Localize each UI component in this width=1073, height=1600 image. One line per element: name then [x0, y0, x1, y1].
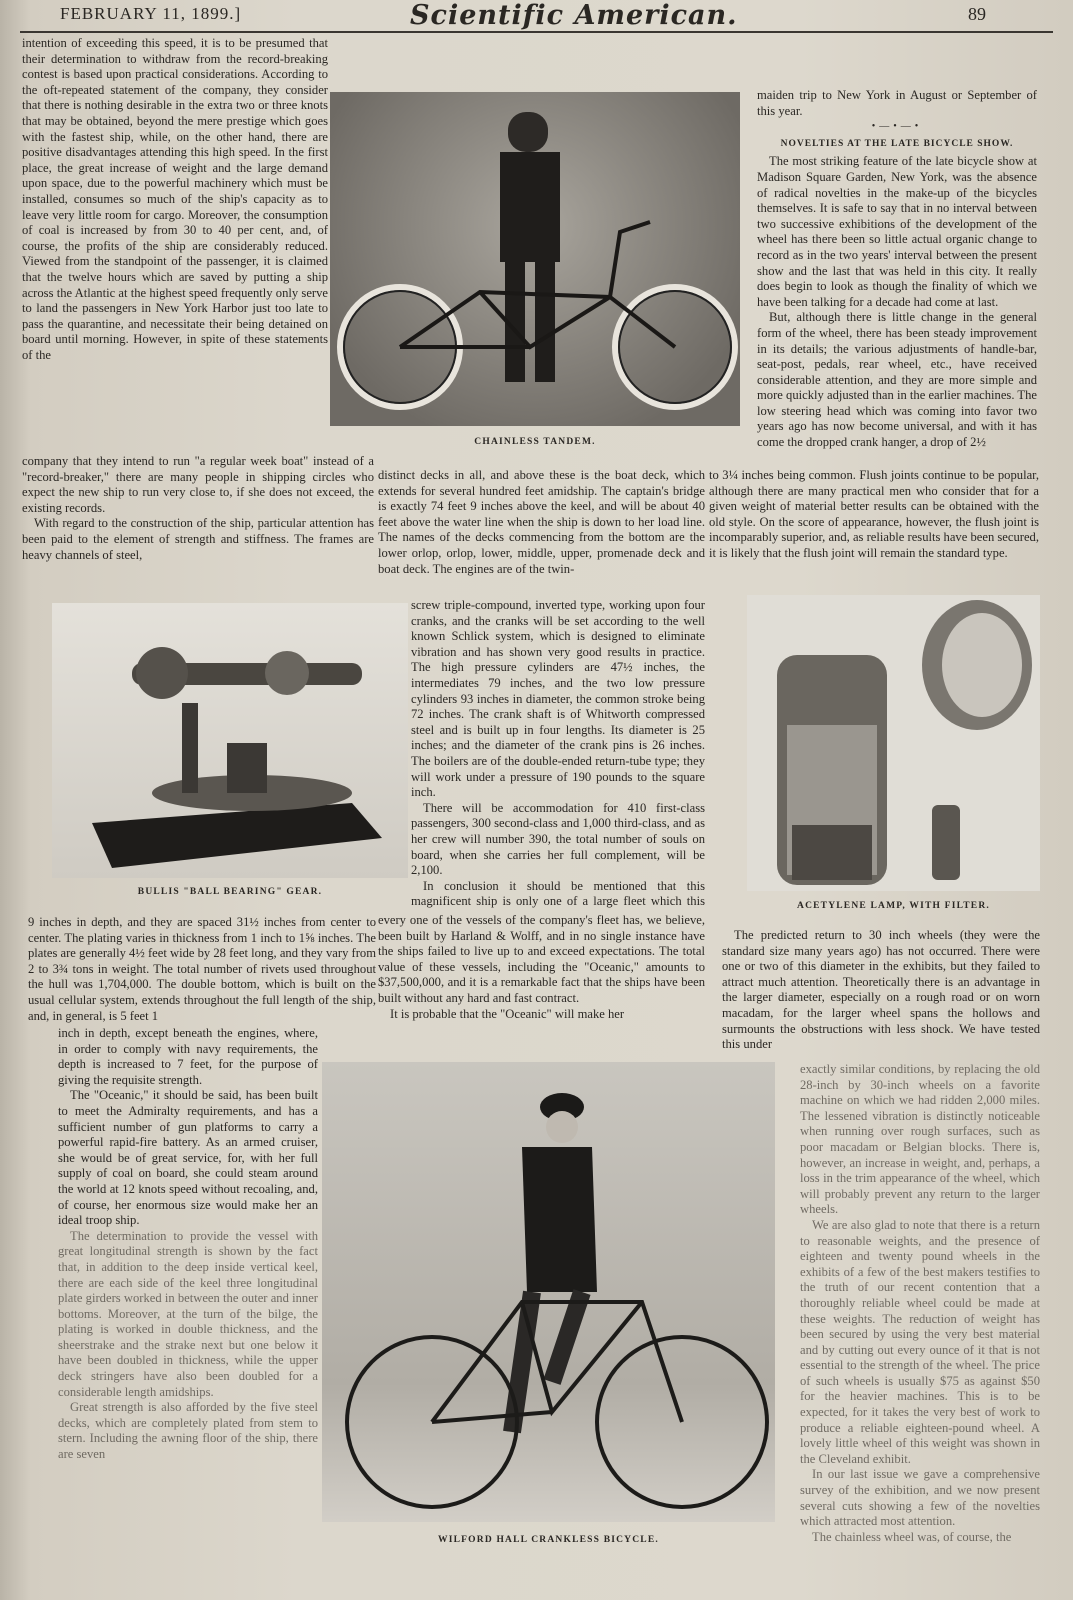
rider-illustration — [322, 1062, 775, 1522]
paragraph: distinct decks in all, and above these is the boat deck, which extends for several hundred feet amidship. The captain's bridge is exactly 74 feet 9 inches above the keel, and will be about 40 feet above the water line when the ship is down to her load line. The names of the decks commencing from the bottom are the lower orlop, orlop, lower, middle, upper, promenade deck and boat deck. The engines are of the twin- — [378, 468, 705, 576]
masthead-title: Scientific American. — [410, 0, 738, 31]
paragraph: But, although there is little change in the general form of the wheel, there has been steady improvement in its details; the various adjustments of handle-bar, seat-post, pedals, rear wheel, etc., have received considerable attention, and they are more simple and more quickly adjusted than in the earlier machines. The low steering head which was coming into favor two years ago has now become universal, and with it has come the dropped crank hanger, a drop of 2½ — [757, 310, 1037, 450]
paragraph: 9 inches in depth, and they are spaced 31½ inches from center to center. The plating varies in thickness from 1 inch to 1⅝ inches. The plates are generally 4½ feet wide by 28 feet long, and they vary from 2 to 3¾ tons in weight. The total number of rivets used throughout the hull was 1,704,000. The double bottom, which is built on the usual cellular system, extends throughout the full length of the ship, and, in general, is 5 feet 1 — [28, 915, 376, 1023]
article-column-3c — [722, 928, 1040, 1056]
paragraph: maiden trip to New York in August or September of this year. — [757, 88, 1037, 118]
article-column-1b — [22, 454, 374, 594]
paragraph: company that they intend to run "a regular week boat" instead of a "record-breaker," there are many people in shipping circles who expect the new ship to run very close to, if she does not exceed, the existing records. — [22, 454, 374, 515]
paragraph: every one of the vessels of the company's fleet has, we believe, been built by Harland & Wolff, and in no single instance have the ships failed to live up to and exceed expectations. The total value of these vessels, including the "Oceanic," amounts to $37,500,000, and it is a remarkable fact that the ships have been built without any hard and fast contract. — [378, 913, 705, 1005]
article-column-2b — [411, 598, 705, 911]
paragraph: inch in depth, except beneath the engines, where, in order to comply with navy requirements, the depth is increased to 7 feet, for the purpose of giving the requisite strength. — [58, 1026, 318, 1087]
paragraph: Great strength is also afforded by the five steel decks, which are completely plated from stem to stern. Including the awning floor of the ship, there are seven — [58, 1400, 318, 1462]
paragraph: exactly similar conditions, by replacing the old 28-inch by 30-inch wheels on a favorite machine on which we had ridden 2,000 miles. The lessened vibration is distinctly noticeable when running over rough surfaces, such as poor macadam or Belgian blocks. There is, however, an increase in weight, and, perhaps, a loss in the trim appearance of the wheel, which will probably prevent any return to the larger wheels. — [800, 1062, 1040, 1217]
bicycle-illustration — [330, 92, 740, 426]
paragraph: to 3¼ inches being common. Flush joints continue to be popular, although there are many practical men who consider that for a given weight of material better results can be obtained with the old style. On the score of appearance, however, the flush joint is incomparably superior, and, as reliable results have been secured, it is likely that the flush joint will remain the standard type. — [709, 468, 1039, 560]
paragraph: The "Oceanic," it should be said, has been built to meet the Admiralty requirements, and has a sufficient number of gun platforms to carry a powerful rapid-fire battery. As an armed cruiser, she would be of great service, for, with her full supply of coal on board, she could steam around the world at 12 knots speed without recoaling, and, of course, her enormous size would make her an ideal troop ship. — [58, 1088, 318, 1228]
paragraph: There will be accommodation for 410 first-class passengers, 300 second-class and 1,000 third-class, and as her crew will number 390, the total number of souls on board, when she carries her full complement, will be 2,100. — [411, 800, 705, 878]
crankless-bicycle-photo — [322, 1062, 775, 1522]
lamp-illustration — [747, 595, 1040, 891]
article-column-3a — [757, 88, 1037, 466]
gear-illustration — [52, 603, 408, 878]
chainless-tandem-photo — [330, 92, 740, 426]
paragraph: We are also glad to note that there is a return to reasonable weights, and the presence of eighteen and twenty pound wheels in the exhibits of a few of the best makers testifies to the truth of our recent contention that a thoroughly reliable wheel could be made at these weights. The reduction of weight has been secured by using the very best material and by cutting out every ounce of it that is not essential to the strength of the wheel. The price of such wheels is usually $75 as against $50 for the heavier machines. This is to be expected, for it takes the very best of work to produce a reliable eighteen-pound wheel. A lovely little wheel of this weight was shown in the Cleveland exhibit. — [800, 1217, 1040, 1466]
paragraph: With regard to the construction of the ship, particular attention has been paid to the element of strength and stiffness. The frames are heavy channels of steel, — [22, 516, 374, 562]
issue-date: FEBRUARY 11, 1899.] — [60, 4, 242, 23]
article-column-1a — [22, 36, 328, 452]
figure-caption: ACETYLENE LAMP, WITH FILTER. — [797, 901, 990, 911]
paragraph: In our last issue we gave a comprehensive survey of the exhibition, and we now present several cuts showing a few of the novelties which attracted most attention. — [800, 1467, 1040, 1529]
acetylene-lamp-photo — [747, 595, 1040, 891]
figure-caption: CHAINLESS TANDEM. — [474, 437, 596, 447]
paragraph: The predicted return to 30 inch wheels (they were the standard size many years ago) has not occurred. There were one or two of this diameter in the exhibits, but they failed to attract much attention. Theoretically there is an advantage in the larger diameter, especially on a rough road or on worn macadam, for the larger wheel spans the hollows and surmounts the obstructions with less shock. We have tested this under — [722, 928, 1040, 1052]
article-column-1c — [28, 915, 376, 1024]
page-number: 89 — [968, 4, 986, 24]
header-rule — [20, 31, 1053, 33]
section-ornament: •—•—• — [871, 121, 923, 133]
paragraph: The most striking feature of the late bicycle show at Madison Square Garden, New York, was the absence of radical novelties in the make-up of the bicycles themselves. It is safe to say that in no interval between two successive exhibitions of the development of the wheel has there been so little actual organic change to record as in the two years' interval between the present show and the last that was held in this city. It really does begin to look as though the finality of which we have been talking for a decade had come at last. — [757, 154, 1037, 309]
article-column-1d — [58, 1026, 318, 1600]
bullis-gear-photo — [52, 603, 408, 878]
figure-caption: WILFORD HALL CRANKLESS BICYCLE. — [438, 1535, 659, 1545]
figure-caption: BULLIS "BALL BEARING" GEAR. — [137, 887, 323, 897]
section-heading: NOVELTIES AT THE LATE BICYCLE SHOW. — [780, 138, 1014, 149]
paragraph: intention of exceeding this speed, it is to be presumed that their determination to withdraw from the record-breaking contest is based upon practical considerations. According to the oft-repeated statement of the company, they consider that there is nothing desirable in the extra two or three knots that may be obtained, beyond the mere prestige which goes with the fastest ship, while, on the other hand, there are positive disadvantages attending this high speed. In the first place, the great increase of weight and the large demand upon space, due to the powerful machinery which must be installed, consumes so much of the ship's capacity as to leave very little room for cargo. Moreover, the consumption of coal is increased by from 30 to 40 per cent, and, of course, the profits of the ship are considerably reduced. Viewed from the standpoint of the passenger, it is claimed that the twelve hours which are saved by putting a ship across the Atlantic at the highest speed frequently only serve to land the passengers in New York Harbor just too late to pass the quarantine, and necessitate their being detained on board until morning. However, in spite of these statements of the — [22, 36, 328, 362]
article-column-3b — [709, 468, 1039, 580]
paragraph: The determination to provide the vessel with great longitudinal strength is shown by the fact that, in addition to the deep inside vertical keel, there are each side of the keel three longitudinal plate girders worked in between the outer and inner bottoms. Moreover, at the turn of the bilge, the plating is worked in double thickness, and the sheerstrake and the strake next but one below it have been doubled in thickness, while the upper deck stringers have also been doubled for a considerable length amidships. — [58, 1228, 318, 1399]
paragraph: It is probable that the "Oceanic" will make her — [390, 1006, 625, 1021]
paragraph: screw triple-compound, inverted type, working upon four cranks, and the cranks will be set according to the well known Schlick system, which is designed to eliminate vibration and has shown very good results in practice. The high pressure cylinders are 47½ inches, the intermediates 79 inches, and the two low pressure cylinders 93 inches in diameter, the common stroke being 72 inches. The crank shaft is of Whitworth compressed steel and is built up in four lengths. Its diameter is 25 inches; and the diameter of the crank pins is 26 inches. The boilers are of the double-ended return-tube type; they will work under a pressure of 190 pounds to the square inch. — [411, 598, 705, 800]
article-column-2c — [378, 913, 705, 1023]
paragraph: In conclusion it should be mentioned that this magnificent ship is only one of a large fleet which this — [411, 878, 705, 909]
article-column-3d — [800, 1062, 1040, 1562]
article-column-2a — [378, 468, 705, 596]
paragraph: The chainless wheel was, of course, the — [812, 1529, 1012, 1544]
